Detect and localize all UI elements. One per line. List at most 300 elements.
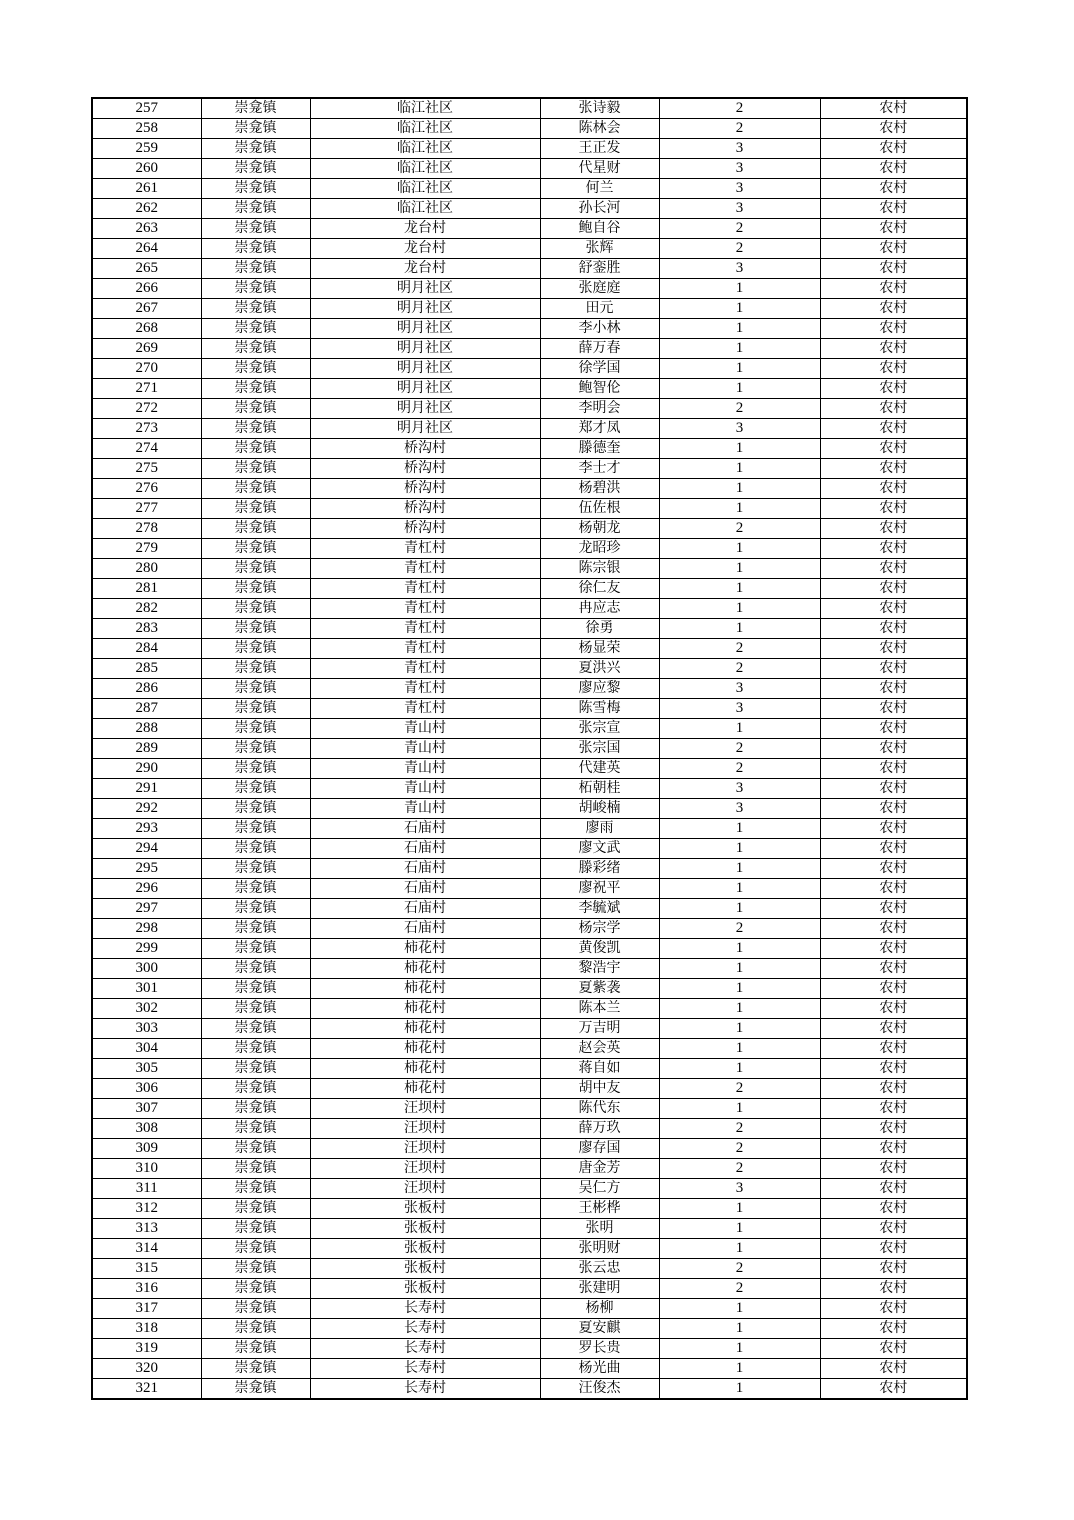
count-cell: 1: [659, 1379, 820, 1400]
type-cell: 农村: [820, 119, 967, 139]
table-row: [92, 1199, 967, 1219]
name-cell: 赵会英: [540, 1039, 659, 1059]
village-cell: 青杠村: [310, 599, 540, 619]
town-cell: 崇龛镇: [201, 539, 310, 559]
type-cell: 农村: [820, 1179, 967, 1199]
table-row: [92, 1019, 967, 1039]
row-number-cell: 297: [92, 899, 201, 919]
town-cell: 崇龛镇: [201, 1379, 310, 1400]
type-cell: 农村: [820, 619, 967, 639]
type-cell: 农村: [820, 599, 967, 619]
type-cell: 农村: [820, 839, 967, 859]
row-number-cell: 314: [92, 1239, 201, 1259]
table-row: [92, 679, 967, 699]
village-cell: 临江社区: [310, 159, 540, 179]
name-cell: 滕德奎: [540, 439, 659, 459]
type-cell: 农村: [820, 959, 967, 979]
count-cell: 3: [659, 259, 820, 279]
type-cell: 农村: [820, 199, 967, 219]
row-number-cell: 309: [92, 1139, 201, 1159]
table-row: [92, 459, 967, 479]
type-cell: 农村: [820, 539, 967, 559]
type-cell: 农村: [820, 1139, 967, 1159]
table-row: [92, 759, 967, 779]
table-row: [92, 1239, 967, 1259]
count-cell: 1: [659, 479, 820, 499]
row-number-cell: 312: [92, 1199, 201, 1219]
row-number-cell: 278: [92, 519, 201, 539]
row-number-cell: 305: [92, 1059, 201, 1079]
count-cell: 1: [659, 1099, 820, 1119]
table-row: [92, 819, 967, 839]
table-row: [92, 1039, 967, 1059]
count-cell: 2: [659, 1079, 820, 1099]
count-cell: 1: [659, 939, 820, 959]
count-cell: 3: [659, 1179, 820, 1199]
type-cell: 农村: [820, 639, 967, 659]
name-cell: 杨朝龙: [540, 519, 659, 539]
village-cell: 青杠村: [310, 679, 540, 699]
town-cell: 崇龛镇: [201, 759, 310, 779]
village-cell: 青山村: [310, 719, 540, 739]
row-number-cell: 262: [92, 199, 201, 219]
count-cell: 1: [659, 1199, 820, 1219]
town-cell: 崇龛镇: [201, 599, 310, 619]
count-cell: 1: [659, 819, 820, 839]
count-cell: 2: [659, 1159, 820, 1179]
row-number-cell: 261: [92, 179, 201, 199]
table-row: [92, 979, 967, 999]
town-cell: 崇龛镇: [201, 1059, 310, 1079]
type-cell: 农村: [820, 1099, 967, 1119]
count-cell: 1: [659, 899, 820, 919]
town-cell: 崇龛镇: [201, 779, 310, 799]
row-number-cell: 277: [92, 499, 201, 519]
row-number-cell: 316: [92, 1279, 201, 1299]
table-body: [92, 98, 967, 1399]
village-cell: 汪坝村: [310, 1159, 540, 1179]
village-cell: 明月社区: [310, 419, 540, 439]
table-row: [92, 119, 967, 139]
type-cell: 农村: [820, 179, 967, 199]
row-number-cell: 273: [92, 419, 201, 439]
type-cell: 农村: [820, 239, 967, 259]
row-number-cell: 295: [92, 859, 201, 879]
town-cell: 崇龛镇: [201, 799, 310, 819]
count-cell: 2: [659, 219, 820, 239]
type-cell: 农村: [820, 359, 967, 379]
type-cell: 农村: [820, 979, 967, 999]
town-cell: 崇龛镇: [201, 719, 310, 739]
count-cell: 3: [659, 699, 820, 719]
table-row: [92, 419, 967, 439]
name-cell: 何兰: [540, 179, 659, 199]
row-number-cell: 288: [92, 719, 201, 739]
count-cell: 1: [659, 599, 820, 619]
table-row: [92, 1379, 967, 1400]
town-cell: 崇龛镇: [201, 999, 310, 1019]
row-number-cell: 259: [92, 139, 201, 159]
village-cell: 张板村: [310, 1199, 540, 1219]
row-number-cell: 296: [92, 879, 201, 899]
village-cell: 柿花村: [310, 999, 540, 1019]
table-row: [92, 919, 967, 939]
type-cell: 农村: [820, 459, 967, 479]
name-cell: 唐金芳: [540, 1159, 659, 1179]
count-cell: 2: [659, 919, 820, 939]
name-cell: 张辉: [540, 239, 659, 259]
village-cell: 临江社区: [310, 199, 540, 219]
count-cell: 2: [659, 519, 820, 539]
table-row: [92, 1359, 967, 1379]
name-cell: 李小林: [540, 319, 659, 339]
village-cell: 临江社区: [310, 98, 540, 119]
village-cell: 张板村: [310, 1259, 540, 1279]
town-cell: 崇龛镇: [201, 1039, 310, 1059]
town-cell: 崇龛镇: [201, 499, 310, 519]
table-row: [92, 639, 967, 659]
name-cell: 柘朝桂: [540, 779, 659, 799]
row-number-cell: 257: [92, 98, 201, 119]
town-cell: 崇龛镇: [201, 219, 310, 239]
name-cell: 鲍智伦: [540, 379, 659, 399]
row-number-cell: 274: [92, 439, 201, 459]
count-cell: 1: [659, 979, 820, 999]
type-cell: 农村: [820, 399, 967, 419]
type-cell: 农村: [820, 1279, 967, 1299]
count-cell: 1: [659, 339, 820, 359]
table-row: [92, 799, 967, 819]
type-cell: 农村: [820, 759, 967, 779]
town-cell: 崇龛镇: [201, 859, 310, 879]
count-cell: 1: [659, 1219, 820, 1239]
count-cell: 1: [659, 1319, 820, 1339]
town-cell: 崇龛镇: [201, 1239, 310, 1259]
name-cell: 汪俊杰: [540, 1379, 659, 1400]
count-cell: 1: [659, 539, 820, 559]
table-row: [92, 779, 967, 799]
name-cell: 黎浩宇: [540, 959, 659, 979]
village-cell: 龙台村: [310, 239, 540, 259]
type-cell: 农村: [820, 1119, 967, 1139]
town-cell: 崇龛镇: [201, 199, 310, 219]
count-cell: 1: [659, 859, 820, 879]
village-cell: 石庙村: [310, 819, 540, 839]
type-cell: 农村: [820, 779, 967, 799]
table-row: [92, 1179, 967, 1199]
town-cell: 崇龛镇: [201, 1299, 310, 1319]
row-number-cell: 266: [92, 279, 201, 299]
table-row: [92, 179, 967, 199]
town-cell: 崇龛镇: [201, 179, 310, 199]
town-cell: 崇龛镇: [201, 1019, 310, 1039]
name-cell: 杨碧洪: [540, 479, 659, 499]
table-row: [92, 879, 967, 899]
count-cell: 2: [659, 759, 820, 779]
village-cell: 柿花村: [310, 939, 540, 959]
row-number-cell: 298: [92, 919, 201, 939]
type-cell: 农村: [820, 899, 967, 919]
count-cell: 3: [659, 419, 820, 439]
count-cell: 1: [659, 1339, 820, 1359]
name-cell: 张诗毅: [540, 98, 659, 119]
village-cell: 青杠村: [310, 639, 540, 659]
row-number-cell: 321: [92, 1379, 201, 1400]
row-number-cell: 283: [92, 619, 201, 639]
count-cell: 2: [659, 399, 820, 419]
name-cell: 夏安麒: [540, 1319, 659, 1339]
name-cell: 徐仁友: [540, 579, 659, 599]
town-cell: 崇龛镇: [201, 1359, 310, 1379]
row-number-cell: 299: [92, 939, 201, 959]
count-cell: 1: [659, 379, 820, 399]
type-cell: 农村: [820, 1219, 967, 1239]
count-cell: 1: [659, 359, 820, 379]
name-cell: 陈代东: [540, 1099, 659, 1119]
row-number-cell: 307: [92, 1099, 201, 1119]
table-row: [92, 739, 967, 759]
town-cell: 崇龛镇: [201, 1159, 310, 1179]
row-number-cell: 308: [92, 1119, 201, 1139]
village-cell: 明月社区: [310, 399, 540, 419]
type-cell: 农村: [820, 1319, 967, 1339]
name-cell: 田元: [540, 299, 659, 319]
row-number-cell: 304: [92, 1039, 201, 1059]
village-cell: 明月社区: [310, 359, 540, 379]
village-cell: 长寿村: [310, 1319, 540, 1339]
count-cell: 1: [659, 959, 820, 979]
type-cell: 农村: [820, 219, 967, 239]
table-row: [92, 139, 967, 159]
table-row: [92, 1119, 967, 1139]
town-cell: 崇龛镇: [201, 139, 310, 159]
table-row: [92, 1079, 967, 1099]
town-cell: 崇龛镇: [201, 239, 310, 259]
count-cell: 1: [659, 279, 820, 299]
village-cell: 长寿村: [310, 1299, 540, 1319]
table-row: [92, 1139, 967, 1159]
table-row: [92, 1099, 967, 1119]
village-cell: 张板村: [310, 1279, 540, 1299]
type-cell: 农村: [820, 439, 967, 459]
village-cell: 青杠村: [310, 579, 540, 599]
village-cell: 明月社区: [310, 319, 540, 339]
name-cell: 陈本兰: [540, 999, 659, 1019]
count-cell: 3: [659, 179, 820, 199]
table-row: [92, 239, 967, 259]
town-cell: 崇龛镇: [201, 359, 310, 379]
village-cell: 青山村: [310, 779, 540, 799]
row-number-cell: 290: [92, 759, 201, 779]
village-cell: 青杠村: [310, 559, 540, 579]
name-cell: 陈林会: [540, 119, 659, 139]
count-cell: 2: [659, 1259, 820, 1279]
village-cell: 柿花村: [310, 1079, 540, 1099]
village-cell: 青山村: [310, 739, 540, 759]
name-cell: 代建英: [540, 759, 659, 779]
village-cell: 石庙村: [310, 859, 540, 879]
village-cell: 青山村: [310, 759, 540, 779]
count-cell: 1: [659, 619, 820, 639]
town-cell: 崇龛镇: [201, 479, 310, 499]
table-row: [92, 579, 967, 599]
town-cell: 崇龛镇: [201, 98, 310, 119]
count-cell: 1: [659, 319, 820, 339]
table-row: [92, 339, 967, 359]
row-number-cell: 280: [92, 559, 201, 579]
town-cell: 崇龛镇: [201, 1119, 310, 1139]
row-number-cell: 272: [92, 399, 201, 419]
name-cell: 黄俊凯: [540, 939, 659, 959]
table-row: [92, 359, 967, 379]
row-number-cell: 319: [92, 1339, 201, 1359]
count-cell: 1: [659, 1039, 820, 1059]
type-cell: 农村: [820, 379, 967, 399]
village-cell: 长寿村: [310, 1379, 540, 1400]
village-cell: 长寿村: [310, 1359, 540, 1379]
table-row: [92, 159, 967, 179]
village-cell: 桥沟村: [310, 439, 540, 459]
type-cell: 农村: [820, 339, 967, 359]
name-cell: 徐勇: [540, 619, 659, 639]
town-cell: 崇龛镇: [201, 619, 310, 639]
village-cell: 青杠村: [310, 699, 540, 719]
name-cell: 代星财: [540, 159, 659, 179]
village-cell: 龙台村: [310, 259, 540, 279]
type-cell: 农村: [820, 1159, 967, 1179]
village-cell: 柿花村: [310, 1019, 540, 1039]
type-cell: 农村: [820, 819, 967, 839]
type-cell: 农村: [820, 139, 967, 159]
count-cell: 1: [659, 999, 820, 1019]
count-cell: 1: [659, 579, 820, 599]
name-cell: 夏洪兴: [540, 659, 659, 679]
name-cell: 夏紫袭: [540, 979, 659, 999]
type-cell: 农村: [820, 859, 967, 879]
name-cell: 李士才: [540, 459, 659, 479]
name-cell: 王彬桦: [540, 1199, 659, 1219]
table-row: [92, 599, 967, 619]
row-number-cell: 269: [92, 339, 201, 359]
count-cell: 3: [659, 679, 820, 699]
village-cell: 青杠村: [310, 659, 540, 679]
row-number-cell: 275: [92, 459, 201, 479]
village-cell: 石庙村: [310, 839, 540, 859]
table-row: [92, 1339, 967, 1359]
row-number-cell: 313: [92, 1219, 201, 1239]
type-cell: 农村: [820, 259, 967, 279]
name-cell: 滕彩绪: [540, 859, 659, 879]
name-cell: 杨光曲: [540, 1359, 659, 1379]
row-number-cell: 287: [92, 699, 201, 719]
row-number-cell: 317: [92, 1299, 201, 1319]
table-row: [92, 319, 967, 339]
name-cell: 张明财: [540, 1239, 659, 1259]
table-row: [92, 299, 967, 319]
name-cell: 徐学国: [540, 359, 659, 379]
village-cell: 汪坝村: [310, 1179, 540, 1199]
type-cell: 农村: [820, 1359, 967, 1379]
type-cell: 农村: [820, 279, 967, 299]
name-cell: 罗长贵: [540, 1339, 659, 1359]
village-cell: 桥沟村: [310, 479, 540, 499]
count-cell: 1: [659, 1239, 820, 1259]
row-number-cell: 303: [92, 1019, 201, 1039]
village-cell: 明月社区: [310, 279, 540, 299]
row-number-cell: 267: [92, 299, 201, 319]
village-cell: 柿花村: [310, 1039, 540, 1059]
town-cell: 崇龛镇: [201, 319, 310, 339]
count-cell: 2: [659, 659, 820, 679]
village-cell: 张板村: [310, 1219, 540, 1239]
table-row: [92, 959, 967, 979]
village-cell: 青山村: [310, 799, 540, 819]
row-number-cell: 291: [92, 779, 201, 799]
town-cell: 崇龛镇: [201, 439, 310, 459]
row-number-cell: 318: [92, 1319, 201, 1339]
table-row: [92, 399, 967, 419]
town-cell: 崇龛镇: [201, 699, 310, 719]
name-cell: 张庭庭: [540, 279, 659, 299]
town-cell: 崇龛镇: [201, 1259, 310, 1279]
village-cell: 龙台村: [310, 219, 540, 239]
town-cell: 崇龛镇: [201, 919, 310, 939]
type-cell: 农村: [820, 879, 967, 899]
table-row: [92, 1279, 967, 1299]
row-number-cell: 289: [92, 739, 201, 759]
name-cell: 蒋自如: [540, 1059, 659, 1079]
village-cell: 柿花村: [310, 979, 540, 999]
type-cell: 农村: [820, 1339, 967, 1359]
name-cell: 廖文武: [540, 839, 659, 859]
table-row: [92, 1159, 967, 1179]
name-cell: 薛万春: [540, 339, 659, 359]
town-cell: 崇龛镇: [201, 1079, 310, 1099]
village-cell: 石庙村: [310, 879, 540, 899]
town-cell: 崇龛镇: [201, 1219, 310, 1239]
name-cell: 冉应志: [540, 599, 659, 619]
count-cell: 1: [659, 459, 820, 479]
type-cell: 农村: [820, 799, 967, 819]
type-cell: 农村: [820, 1239, 967, 1259]
type-cell: 农村: [820, 1059, 967, 1079]
row-number-cell: 306: [92, 1079, 201, 1099]
type-cell: 农村: [820, 999, 967, 1019]
table-row: [92, 1059, 967, 1079]
type-cell: 农村: [820, 1299, 967, 1319]
table-row: [92, 199, 967, 219]
town-cell: 崇龛镇: [201, 1099, 310, 1119]
count-cell: 1: [659, 839, 820, 859]
type-cell: 农村: [820, 579, 967, 599]
name-cell: 陈宗银: [540, 559, 659, 579]
town-cell: 崇龛镇: [201, 879, 310, 899]
count-cell: 1: [659, 1359, 820, 1379]
name-cell: 伍佐根: [540, 499, 659, 519]
village-cell: 桥沟村: [310, 519, 540, 539]
type-cell: 农村: [820, 159, 967, 179]
table-row: [92, 559, 967, 579]
name-cell: 陈雪梅: [540, 699, 659, 719]
town-cell: 崇龛镇: [201, 459, 310, 479]
type-cell: 农村: [820, 1259, 967, 1279]
village-cell: 桥沟村: [310, 459, 540, 479]
name-cell: 杨宗学: [540, 919, 659, 939]
name-cell: 薛万玖: [540, 1119, 659, 1139]
type-cell: 农村: [820, 479, 967, 499]
type-cell: 农村: [820, 719, 967, 739]
village-cell: 明月社区: [310, 299, 540, 319]
